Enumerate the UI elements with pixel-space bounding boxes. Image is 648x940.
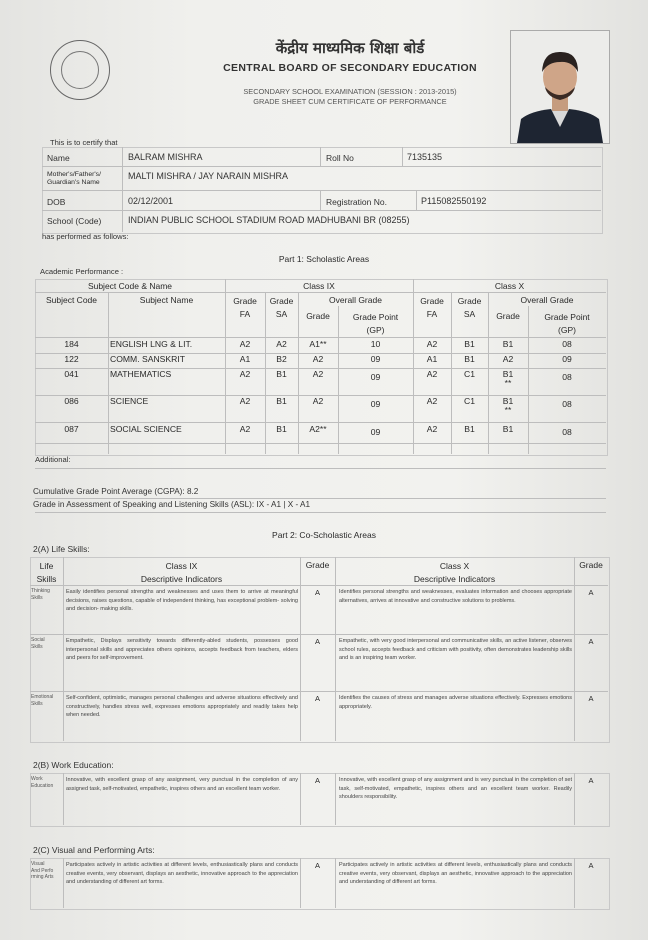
- arts-title: 2(C) Visual and Performing Arts:: [33, 845, 155, 855]
- dob-label: DOB: [47, 197, 66, 207]
- gp-abbr: (GP): [558, 325, 576, 335]
- subject-cell-code: 184: [64, 339, 79, 349]
- subject-cell-g10: B1: [502, 424, 514, 434]
- life-skill-row-desc10: Identifies the causes of stress and manages adverse situations effectively. Expresses emotions appropriately.: [339, 695, 572, 710]
- arts-row-label: Visual And Perfo rming Arts: [31, 861, 54, 880]
- subject-cell-code: 122: [64, 354, 79, 364]
- class10-grade-header: Grade: [496, 311, 520, 321]
- cgpa-text: Cumulative Grade Point Average (CGPA): 8.2: [33, 487, 199, 496]
- subject-cell-sa10: C1: [464, 369, 475, 379]
- date-of-birth: 02/12/2001: [128, 196, 174, 206]
- class10-fa-header: [413, 295, 451, 321]
- subject-cell-g9: A1**: [309, 339, 327, 349]
- fa-label: FA: [239, 309, 251, 319]
- class9-sa-header: [265, 295, 298, 321]
- subject-cell-gp10: 08: [562, 339, 572, 349]
- exam-session-line: SECONDARY SCHOOL EXAMINATION (SESSION : 2013-2015): [243, 87, 457, 96]
- subject-cell-code: 041: [64, 369, 79, 379]
- subject-cell-sa9: B1: [276, 396, 287, 406]
- rollno-label: Roll No: [326, 153, 354, 163]
- arts-row-desc10: Participates actively in artistic activities at different levels, enthusiastically plans and conducts creative events, very observant, displays an aesthetic, innovative approach to the appreciation and understanding of different art forms.: [339, 862, 572, 886]
- subject-cell-gp9: 09: [370, 427, 381, 437]
- subject-cell-name: MATHEMATICS: [110, 369, 172, 379]
- class10-gp-header: [528, 311, 606, 337]
- class9-overall-header: Overall Grade: [329, 295, 382, 305]
- work-row-label: Work Education: [31, 776, 54, 789]
- student-name: BALRAM MISHRA: [128, 152, 203, 162]
- grade-label: Grade: [233, 296, 257, 306]
- sa-label: SA: [463, 309, 476, 319]
- class9-grade-header: Grade: [306, 311, 330, 321]
- arts-row-grade9: A: [314, 861, 320, 870]
- parents-label: [47, 171, 101, 187]
- fa-label: FA: [426, 309, 438, 319]
- class9-label: Class IX: [165, 561, 198, 571]
- grade-label: Grade: [457, 296, 482, 306]
- life-grade10-header: Grade: [579, 560, 603, 570]
- subject-cell-fa9: A2: [239, 369, 251, 379]
- subject-cell-g9: A2: [312, 369, 324, 379]
- subject-cell-sa10: B1: [464, 354, 475, 364]
- gp-label: Grade Point: [544, 312, 590, 322]
- parents-label-line2: Guardian's Name: [47, 179, 100, 186]
- subject-cell-sa9: A2: [276, 339, 287, 349]
- board-title-hindi: केंद्रीय माध्यमिक शिक्षा बोर्ड: [275, 39, 425, 57]
- subject-cell-fa9: A2: [239, 396, 251, 406]
- subject-cell-name: COMM. SANSKRIT: [110, 354, 185, 364]
- work-row-desc9: Innovative, with excellent grasp of any assignment, very punctual in the completion of any assigned task, self-motivated, empathetic, inspires others and an excellent team worker.: [66, 777, 298, 792]
- life-skill-row-label: Social Skills: [31, 637, 45, 650]
- certificate-title-line: GRADE SHEET CUM CERTIFICATE OF PERFORMANCE: [253, 97, 447, 106]
- life-skills-title: 2(A) Life Skills:: [33, 544, 90, 554]
- class10-header: Class X: [494, 281, 525, 291]
- life-skill-row-grade10: A: [588, 637, 594, 646]
- subject-cell-g10: B1 **: [502, 396, 514, 415]
- life-label: Life: [39, 561, 54, 571]
- skills-label: Skills: [36, 574, 57, 584]
- class10-sa-header: [451, 295, 488, 321]
- subject-cell-sa9: B1: [276, 369, 287, 379]
- class10-label: Class X: [439, 561, 470, 571]
- performed-text: has performed as follows:: [42, 232, 129, 241]
- life-skill-row-desc9: Self-confident, optimistic, manages personal challenges and adverse situations effectively and constructively, handles stress well, expresses emotions appropriately and readily takes help when needed.: [66, 695, 298, 719]
- parents-name: MALTI MISHRA / JAY NARAIN MISHRA: [128, 171, 289, 181]
- life-skill-row-desc9: Empathetic, Displays sensitivity towards differently-abled students, possesses good interpersonal skills and appreciates others opinions, accepts feedback from teachers, elders and peers for self-improvement.: [66, 638, 298, 662]
- life-class10-header: [335, 560, 574, 586]
- part1-title: Part 1: Scholastic Areas: [278, 254, 370, 264]
- subject-cell-gp9: 09: [370, 372, 381, 382]
- name-label: Name: [47, 153, 70, 163]
- cbse-logo: [50, 40, 110, 100]
- class9-gp-header: [338, 311, 413, 337]
- school-label: School (Code): [47, 216, 102, 226]
- class9-header: Class IX: [303, 281, 335, 291]
- life-class9-header: [63, 560, 300, 586]
- subject-cell-g10: B1: [502, 339, 514, 349]
- life-skill-row-grade9: A: [314, 588, 320, 597]
- life-skill-row-grade9: A: [314, 694, 320, 703]
- gp-label: Grade Point: [352, 312, 399, 322]
- additional-label: Additional:: [35, 455, 71, 464]
- life-skill-row-grade10: A: [588, 694, 594, 703]
- subject-cell-fa10: A2: [426, 339, 438, 349]
- life-grade9-header: Grade: [305, 560, 330, 570]
- subject-cell-g9: A2: [312, 396, 324, 406]
- subject-cell-sa10: B1: [464, 424, 475, 434]
- subject-cell-gp9: 09: [370, 354, 381, 364]
- parents-label-line1: Mother's/Father's/: [47, 171, 101, 178]
- school-name: INDIAN PUBLIC SCHOOL STADIUM ROAD MADHUBANI BR (08255): [128, 215, 410, 225]
- class9-fa-header: [225, 295, 265, 321]
- grade-label: Grade: [420, 296, 444, 306]
- subject-cell-gp10: 09: [562, 354, 572, 364]
- registration-number: P115082550192: [421, 196, 487, 206]
- academic-performance-label: Academic Performance :: [40, 267, 124, 276]
- work-row-desc10: Innovative, with excellent grasp of any assignment and is very punctual in the completion of set task, self-motivated, empathetic, inspires others and an excellent team worker. Readily shoulders responsibility.: [339, 777, 572, 801]
- subject-cell-gp10: 08: [562, 427, 572, 437]
- subject-cell-gp10: 08: [562, 399, 572, 409]
- life-skill-row-desc9: Easily identifies personal strengths and weaknesses and uses them to arrive at meaningful decisions, raises questions, capable of independent thinking, has exceptional problem- solving and decision- making skills.: [66, 589, 298, 613]
- subject-cell-sa9: B2: [276, 354, 287, 364]
- asl-text: Grade in Assessment of Speaking and Listening Skills (ASL): IX - A1 | X - A1: [33, 500, 311, 509]
- subject-cell-g10: A2: [502, 354, 514, 364]
- descriptive-indicators-label: Descriptive Indicators: [413, 574, 496, 584]
- subject-cell-sa9: B1: [276, 424, 287, 434]
- subject-cell-name: SOCIAL SCIENCE: [110, 424, 182, 434]
- class10-overall-header: Overall Grade: [520, 295, 574, 305]
- subject-cell-code: 087: [64, 424, 79, 434]
- grade-label: Grade: [269, 296, 294, 306]
- subject-cell-fa10: A2: [426, 369, 438, 379]
- life-skill-row-label: Emotional Skills: [31, 694, 54, 707]
- life-skill-row-desc10: Identifies personal strengths and weaknesses, evaluates information and chooses appropriate alternatives, arrives at innovative and constructive solutions to problems.: [339, 589, 572, 604]
- subject-cell-sa10: C1: [464, 396, 475, 406]
- subject-cell-fa9: A2: [239, 339, 251, 349]
- logo-emblem: [61, 51, 99, 89]
- subject-cell-gp9: 10: [370, 339, 381, 349]
- subject-cell-fa9: A1: [239, 354, 251, 364]
- sa-label: SA: [275, 309, 288, 319]
- work-row-grade9: A: [314, 776, 320, 785]
- subject-cell-gp9: 09: [370, 399, 381, 409]
- part2-title: Part 2: Co-Scholastic Areas: [272, 530, 376, 540]
- board-title-english: CENTRAL BOARD OF SECONDARY EDUCATION: [223, 62, 477, 74]
- life-skill-row-desc10: Empathetic, with very good interpersonal and communicative skills, an active listener, observes school rules, accepts feedback and criticism with positivity, often demonstrates leadership skills and is an inspiring team worker.: [339, 638, 572, 662]
- roll-number: 7135135: [407, 152, 443, 162]
- subject-cell-g10: B1 **: [502, 369, 514, 388]
- arts-row-desc9: Participates actively in artistic activities at different levels, enthusiastically plans and conducts creative events, very observant, displays an aesthetic, innovative approach to the appreciation and understanding of different art forms.: [66, 862, 298, 886]
- work-education-title: 2(B) Work Education:: [33, 760, 114, 770]
- certify-text: This is to certify that: [50, 138, 118, 147]
- subject-cell-g9: A2: [312, 354, 324, 364]
- subject-cell-g9: A2**: [309, 424, 327, 434]
- arts-row-grade10: A: [588, 861, 594, 870]
- life-skill-row-grade9: A: [314, 637, 320, 646]
- subject-code-header: Subject Code: [45, 295, 98, 305]
- life-skills-header: [30, 560, 63, 586]
- subject-name-header: Subject Name: [139, 295, 194, 305]
- descriptive-indicators-label: Descriptive Indicators: [140, 574, 223, 584]
- subject-cell-code: 086: [64, 396, 79, 406]
- subject-code-name-header: Subject Code & Name: [87, 281, 173, 291]
- subject-cell-fa10: A1: [426, 354, 438, 364]
- student-photo: [510, 30, 610, 144]
- subject-cell-name: SCIENCE: [110, 396, 149, 406]
- subject-cell-fa10: A2: [426, 424, 438, 434]
- life-skill-row-label: Thinking Skills: [31, 588, 50, 601]
- subject-cell-name: ENGLISH LNG & LIT.: [110, 339, 193, 349]
- subject-cell-sa10: B1: [464, 339, 475, 349]
- subject-cell-fa9: A2: [239, 424, 251, 434]
- subject-cell-gp10: 08: [562, 372, 572, 382]
- registration-label: Registration No.: [326, 197, 387, 207]
- gp-abbr: (GP): [366, 325, 385, 335]
- subject-cell-fa10: A2: [426, 396, 438, 406]
- life-skill-row-grade10: A: [588, 588, 594, 597]
- student-photo-graphic: [511, 31, 609, 143]
- work-row-grade10: A: [588, 776, 594, 785]
